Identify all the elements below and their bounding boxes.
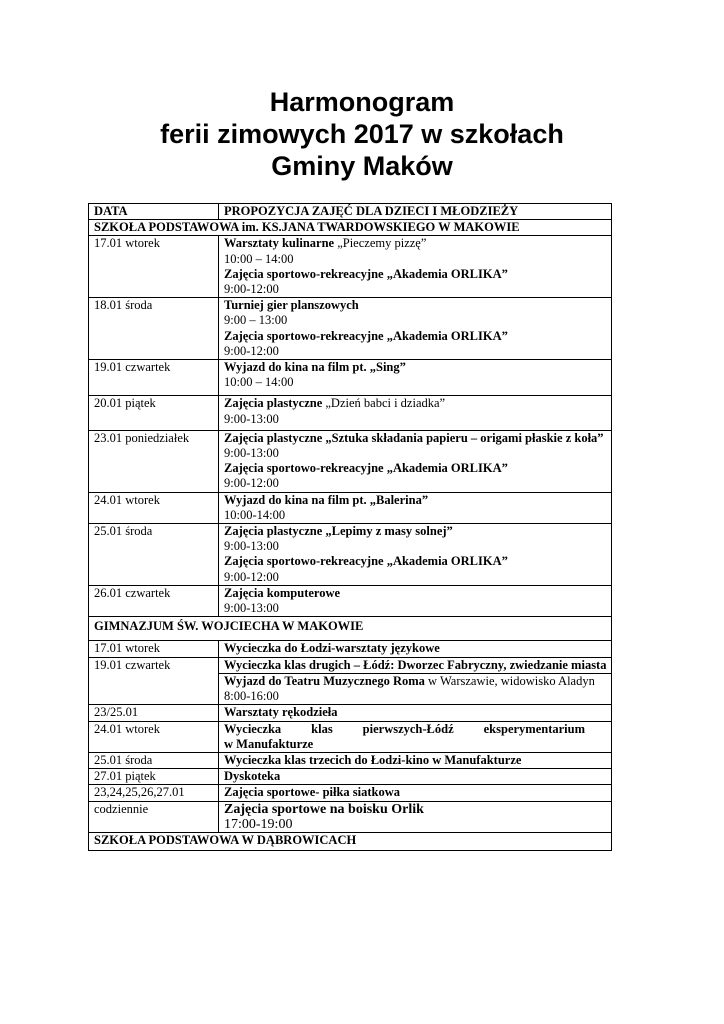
activity-time: 9:00-13:00: [224, 539, 279, 554]
activity-name: Zajęcia komputerowe: [224, 585, 341, 600]
row-date: 23,24,25,26,27.01: [89, 785, 219, 801]
activity-time: 9:00-13:00: [224, 601, 279, 616]
activity-name: Zajęcia sportowe na boisku Orlik: [224, 801, 424, 817]
table-row: [89, 785, 612, 801]
activity-name: Wyjazd do kina na film pt. „Balerina”: [224, 492, 429, 507]
table-row: [89, 721, 612, 752]
row-activities: Dyskoteka: [219, 769, 612, 785]
table-row: [89, 298, 612, 360]
row-date: 25.01 środa: [89, 524, 219, 586]
activity-name: Zajęcia sportowo-rekreacyjne „Akademia ORLIKA”: [224, 461, 508, 476]
row-date: 26.01 czwartek: [89, 585, 219, 616]
activity-subtitle: „Pieczemy pizzę”: [337, 236, 427, 251]
activity-time: 10:00 – 14:00: [224, 251, 294, 266]
activity-name: Zajęcia sportowo-rekreacyjne „Akademia ORLIKA”: [224, 328, 508, 343]
activity-name: Warsztaty kulinarne: [224, 236, 338, 251]
row-activities: [219, 524, 612, 586]
activity-time: 9:00-12:00: [224, 569, 279, 584]
table-row: [89, 430, 612, 492]
table-row: [89, 524, 612, 586]
schedule-table: [88, 203, 612, 851]
row-date: 20.01 piątek: [89, 396, 219, 430]
table-row: [89, 236, 612, 298]
row-activities: Wycieczka klas trzecich do Łodzi-kino w Manufakturze: [219, 752, 612, 768]
title-line-2: ferii zimowych 2017 w szkołach: [160, 119, 564, 149]
row-date: codziennie: [89, 801, 219, 832]
activity-time: 8:00-16:00: [224, 689, 279, 704]
row-activities: [219, 492, 612, 523]
row-date: 27.01 piątek: [89, 769, 219, 785]
row-activities: Wycieczka do Łodzi-warsztaty językowe: [219, 641, 612, 657]
header-date: DATA: [89, 204, 219, 220]
activity-time: 9:00-12:00: [224, 476, 279, 491]
row-date: 24.01 wtorek: [89, 492, 219, 523]
row-date: 23.01 poniedziałek: [89, 430, 219, 492]
row-activities: [219, 721, 612, 752]
activity-name: Zajęcia plastyczne: [224, 396, 326, 411]
row-activities: [219, 396, 612, 430]
activity-name: Wyjazd do Teatru Muzycznego Roma: [224, 673, 425, 688]
row-date: 18.01 środa: [89, 298, 219, 360]
document-title: [0, 86, 724, 182]
section-row: [89, 617, 612, 641]
row-activities: Wycieczka klas drugich – Łódź: Dworzec Fabryczny, zwiedzanie miasta: [219, 657, 612, 673]
activity-name: Wycieczka klas pierwszych-Łódź eksperymentarium: [224, 721, 585, 736]
row-activities: [219, 236, 612, 298]
activity-name: Zajęcia plastyczne „Sztuka składania papieru – origami płaskie z koła”: [224, 430, 604, 445]
activity-name: Wyjazd do kina na film pt. „Sing”: [224, 360, 406, 375]
activity-name: Zajęcia sportowo-rekreacyjne „Akademia ORLIKA”: [224, 266, 508, 281]
table-row: [89, 360, 612, 396]
title-line-1: Harmonogram: [269, 87, 455, 117]
activity-name: Zajęcia plastyczne „Lepimy z masy solnej”: [224, 524, 453, 539]
activity-time: 10:00 – 14:00: [224, 375, 294, 390]
activity-name: w Manufakturze: [224, 736, 314, 751]
row-date: 23/25.01: [89, 705, 219, 721]
activity-subtitle: „Dzień babci i dziadka”: [325, 396, 446, 411]
section-title: GIMNAZJUM ŚW. WOJCIECHA W MAKOWIE: [89, 617, 612, 641]
row-activities: [219, 360, 612, 396]
row-activities: Warsztaty rękodzieła: [219, 705, 612, 721]
row-date: 19.01 czwartek: [89, 657, 219, 705]
activity-subtitle: w Warszawie, widowisko Aladyn: [424, 673, 595, 688]
row-activities: [219, 585, 612, 616]
activity-time: 9:00-13:00: [224, 411, 279, 426]
row-date: 25.01 środa: [89, 752, 219, 768]
section-row: [89, 220, 612, 236]
row-activities: [219, 801, 612, 832]
table-row: [89, 585, 612, 616]
row-activities: [219, 298, 612, 360]
table-row: [89, 769, 612, 785]
activity-time: 9:00 – 13:00: [224, 313, 288, 328]
section-title: SZKOŁA PODSTAWOWA im. KS.JANA TWARDOWSKIEGO W MAKOWIE: [89, 220, 612, 236]
section-title: SZKOŁA PODSTAWOWA W DĄBROWICACH: [89, 832, 612, 850]
activity-name: Zajęcia sportowo-rekreacyjne „Akademia ORLIKA”: [224, 554, 508, 569]
header-activities: PROPOZYCJA ZAJĘĆ DLA DZIECI I MŁODZIEŻY: [219, 204, 612, 220]
row-date: 17.01 wtorek: [89, 236, 219, 298]
table-row: [89, 492, 612, 523]
table-row: [89, 801, 612, 832]
row-date: 19.01 czwartek: [89, 360, 219, 396]
table-row: [89, 752, 612, 768]
table-row: [89, 705, 612, 721]
row-activities: [219, 430, 612, 492]
row-activities: [219, 673, 612, 704]
table-header-row: [89, 204, 612, 220]
activity-time: 10:00-14:00: [224, 507, 286, 522]
activity-name: Turniej gier planszowych: [224, 298, 359, 313]
title-line-3: Gminy Maków: [271, 151, 453, 181]
row-date: 24.01 wtorek: [89, 721, 219, 752]
row-activities: Zajęcia sportowe- piłka siatkowa: [219, 785, 612, 801]
activity-time: 17:00-19:00: [224, 816, 293, 832]
table-row: [89, 657, 612, 673]
table-row: [89, 641, 612, 657]
section-row: [89, 832, 612, 850]
activity-time: 9:00-12:00: [224, 343, 279, 358]
table-row: [89, 396, 612, 430]
activity-time: 9:00-12:00: [224, 282, 279, 297]
activity-time: 9:00-13:00: [224, 446, 279, 461]
row-date: 17.01 wtorek: [89, 641, 219, 657]
